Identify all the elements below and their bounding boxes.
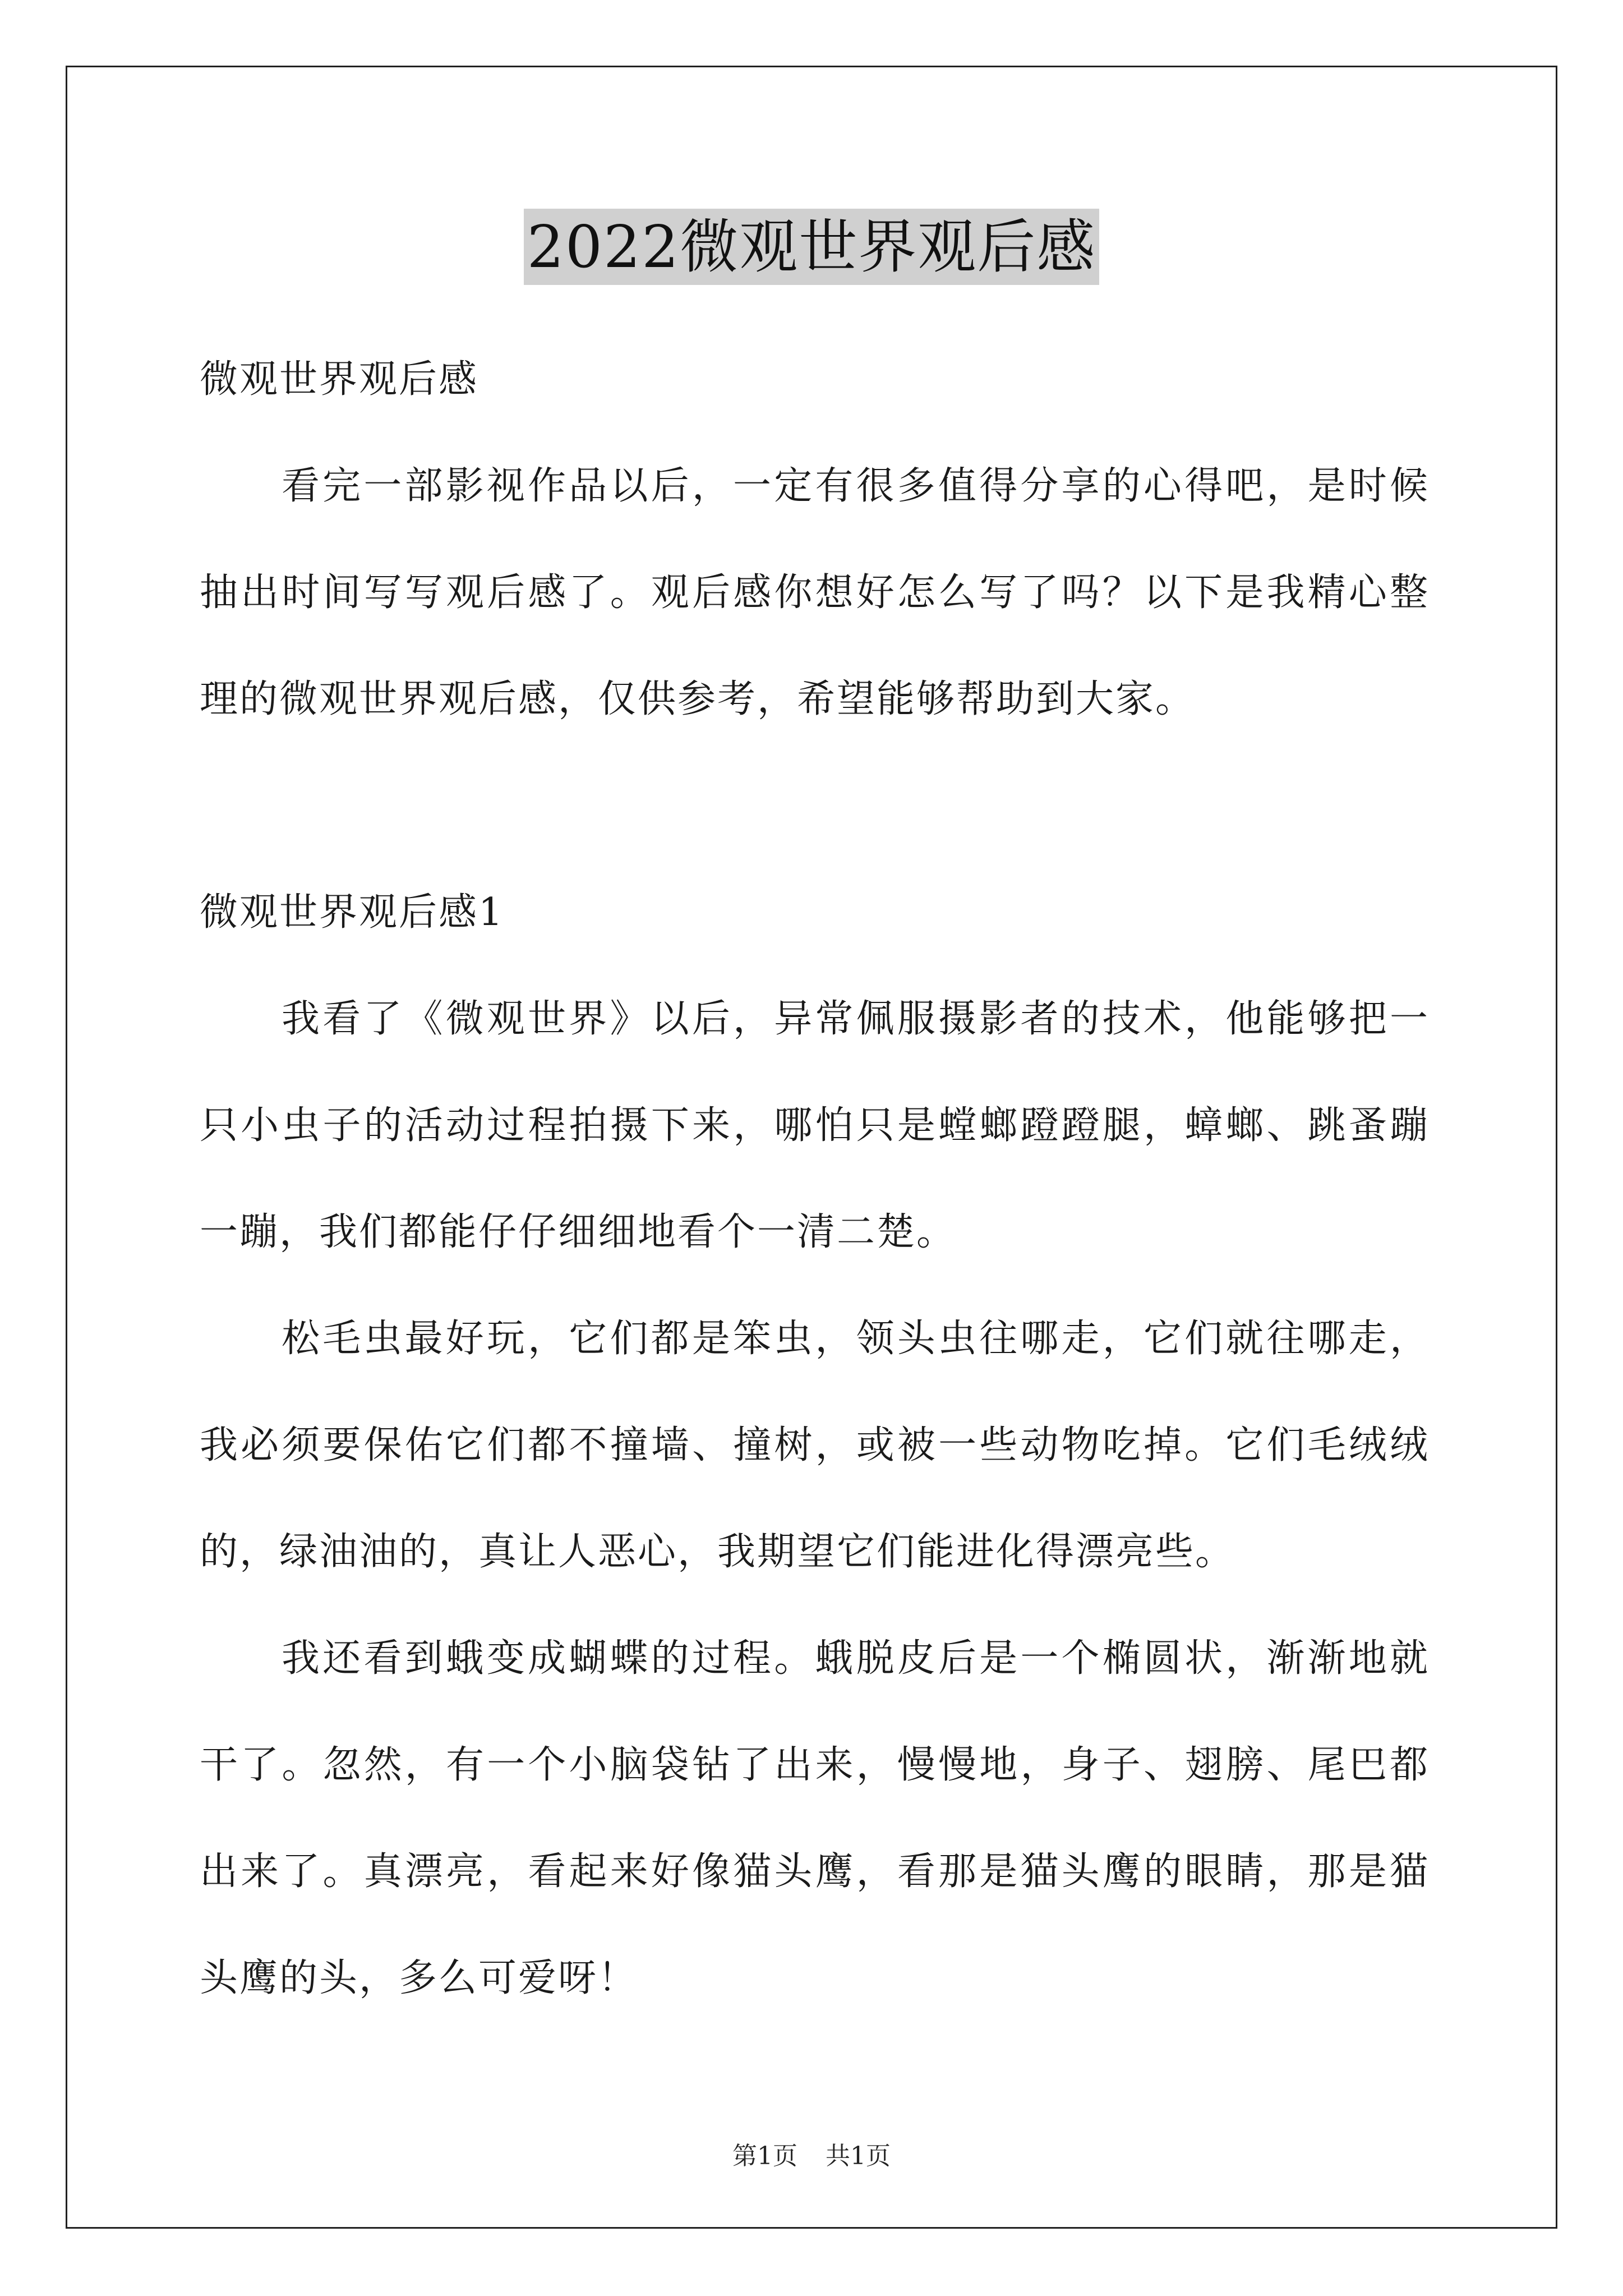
document-title: 2022微观世界观后感 bbox=[524, 209, 1100, 285]
title-container bbox=[0, 209, 1623, 285]
paragraph3-line: 头鹰的头，多么可爱呀！ bbox=[200, 1956, 638, 2000]
intro-line: 看完一部影视作品以后，一定有很多值得分享的心得吧，是时候 bbox=[282, 464, 1428, 508]
paragraph1-line: 只小虫子的活动过程拍摄下来，哪怕只是螳螂蹬蹬腿，蟑螂、跳蚤蹦 bbox=[200, 1103, 1428, 1148]
subtitle: 微观世界观后感 bbox=[200, 357, 479, 402]
intro-line: 抽出时间写写观后感了。观后感你想好怎么写了吗？以下是我精心整 bbox=[200, 570, 1428, 615]
paragraph2-line: 的，绿油油的，真让人恶心，我期望它们能进化得漂亮些。 bbox=[200, 1530, 1235, 1574]
page-number-current: 第1页 bbox=[732, 2142, 797, 2170]
page-number-total: 共1页 bbox=[826, 2142, 891, 2170]
paragraph3-line: 出来了。真漂亮，看起来好像猫头鹰，看那是猫头鹰的眼睛，那是猫 bbox=[200, 1849, 1428, 1894]
paragraph2-line: 我必须要保佑它们都不撞墙、撞树，或被一些动物吃掉。它们毛绒绒 bbox=[200, 1423, 1428, 1467]
section-heading: 微观世界观后感1 bbox=[200, 890, 505, 935]
page-footer bbox=[0, 2139, 1623, 2173]
paragraph2-line: 松毛虫最好玩，它们都是笨虫，领头虫往哪走，它们就往哪走， bbox=[282, 1317, 1428, 1361]
paragraph3-line: 我还看到蛾变成蝴蝶的过程。蛾脱皮后是一个椭圆状，渐渐地就 bbox=[282, 1636, 1428, 1681]
intro-line: 理的微观世界观后感，仅供参考，希望能够帮助到大家。 bbox=[200, 677, 1196, 721]
paragraph1-line: 我看了《微观世界》以后，异常佩服摄影者的技术，他能够把一 bbox=[282, 997, 1428, 1041]
paragraph3-line: 干了。忽然，有一个小脑袋钻了出来，慢慢地，身子、翅膀、尾巴都 bbox=[200, 1743, 1428, 1787]
paragraph1-line: 一蹦，我们都能仔仔细细地看个一清二楚。 bbox=[200, 1210, 957, 1254]
